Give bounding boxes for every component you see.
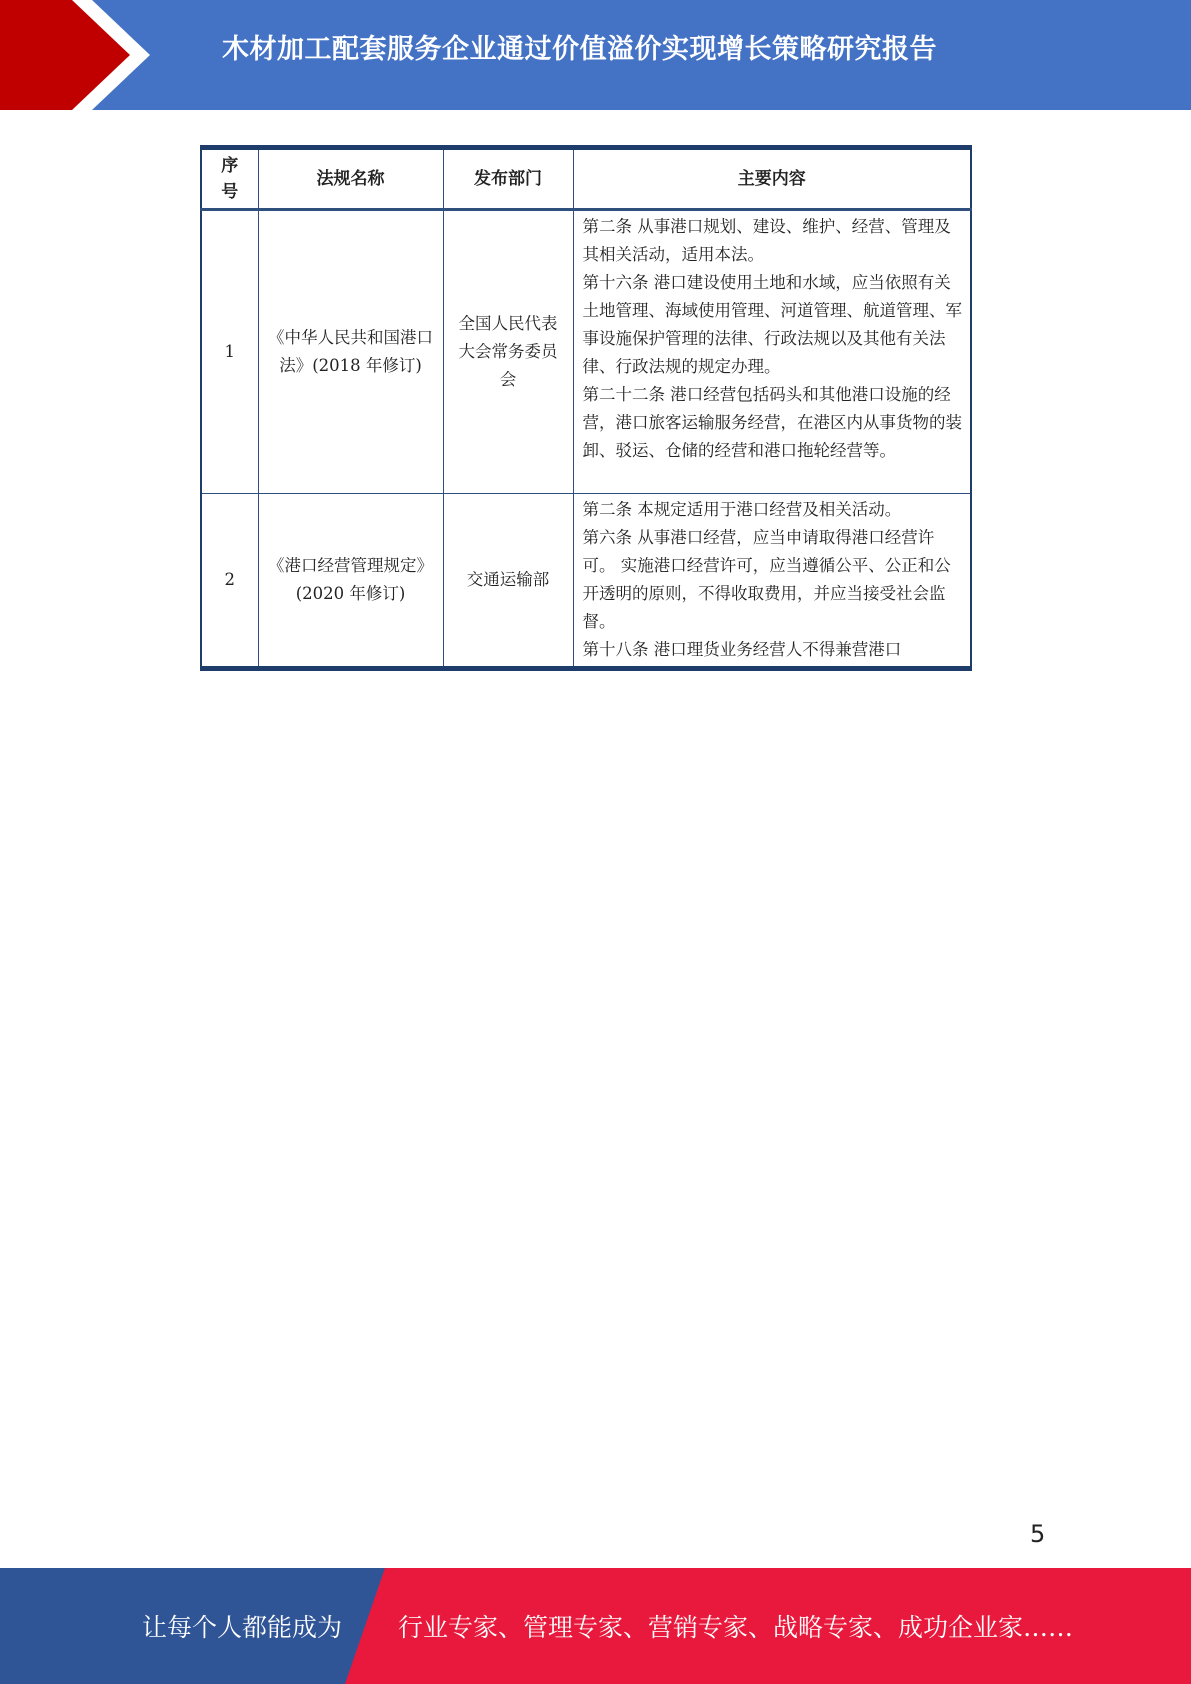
footer-slogan-left: 让每个人都能成为: [142, 1613, 343, 1642]
cell-content: [573, 494, 971, 669]
regulations-table-container: [200, 145, 970, 671]
content-paragraph: 第十八条 港口理货业务经营人不得兼营港口: [582, 640, 902, 659]
header-content: 主要内容: [573, 148, 971, 210]
footer-slogan-right: 行业专家、管理专家、营销专家、战略专家、成功企业家……: [398, 1613, 1074, 1642]
cell-name: 《港口经营管理规定》(2020 年修订): [258, 494, 443, 669]
content-paragraph: 第十六条 港口建设使用土地和水域，应当依照有关土地管理、海域使用管理、河道管理、航道管理、军事设施保护管理的法律、行政法规以及其他有关法律、行政法规的规定办理。: [582, 273, 962, 376]
content-paragraph: 第六条 从事港口经营，应当申请取得港口经营许可。 实施港口经营许可，应当遵循公平、公正和公开透明的原则，不得收取费用，并应当接受社会监督。: [582, 528, 951, 631]
page-header: [0, 0, 1191, 110]
report-title: 木材加工配套服务企业通过价值溢价实现增长策略研究报告: [222, 34, 937, 65]
cell-publisher: 全国人民代表大会常务委员会: [443, 210, 573, 494]
cell-name: 《中华人民共和国港口法》(2018 年修订): [258, 210, 443, 494]
table-header-row: [201, 148, 971, 210]
page-number: 5: [1030, 1520, 1046, 1548]
regulations-table: [200, 145, 972, 671]
table-row: [201, 210, 971, 494]
cell-index: 1: [201, 210, 258, 494]
header-publisher: 发布部门: [443, 148, 573, 210]
cell-index: 2: [201, 494, 258, 669]
content-paragraph: 第二条 本规定适用于港口经营及相关活动。: [582, 500, 902, 519]
cell-publisher: 交通运输部: [443, 494, 573, 669]
header-index: 序号: [201, 148, 258, 210]
page-footer: [0, 1568, 1191, 1684]
header-name: 法规名称: [258, 148, 443, 210]
content-paragraph: 第二条 从事港口规划、建设、维护、经营、管理及其相关活动，适用本法。: [582, 217, 951, 264]
table-row: [201, 494, 971, 669]
cell-content: [573, 210, 971, 494]
content-paragraph: 第二十二条 港口经营包括码头和其他港口设施的经营，港口旅客运输服务经营，在港区内从事货物的装卸、驳运、仓储的经营和港口拖轮经营等。: [582, 385, 962, 460]
